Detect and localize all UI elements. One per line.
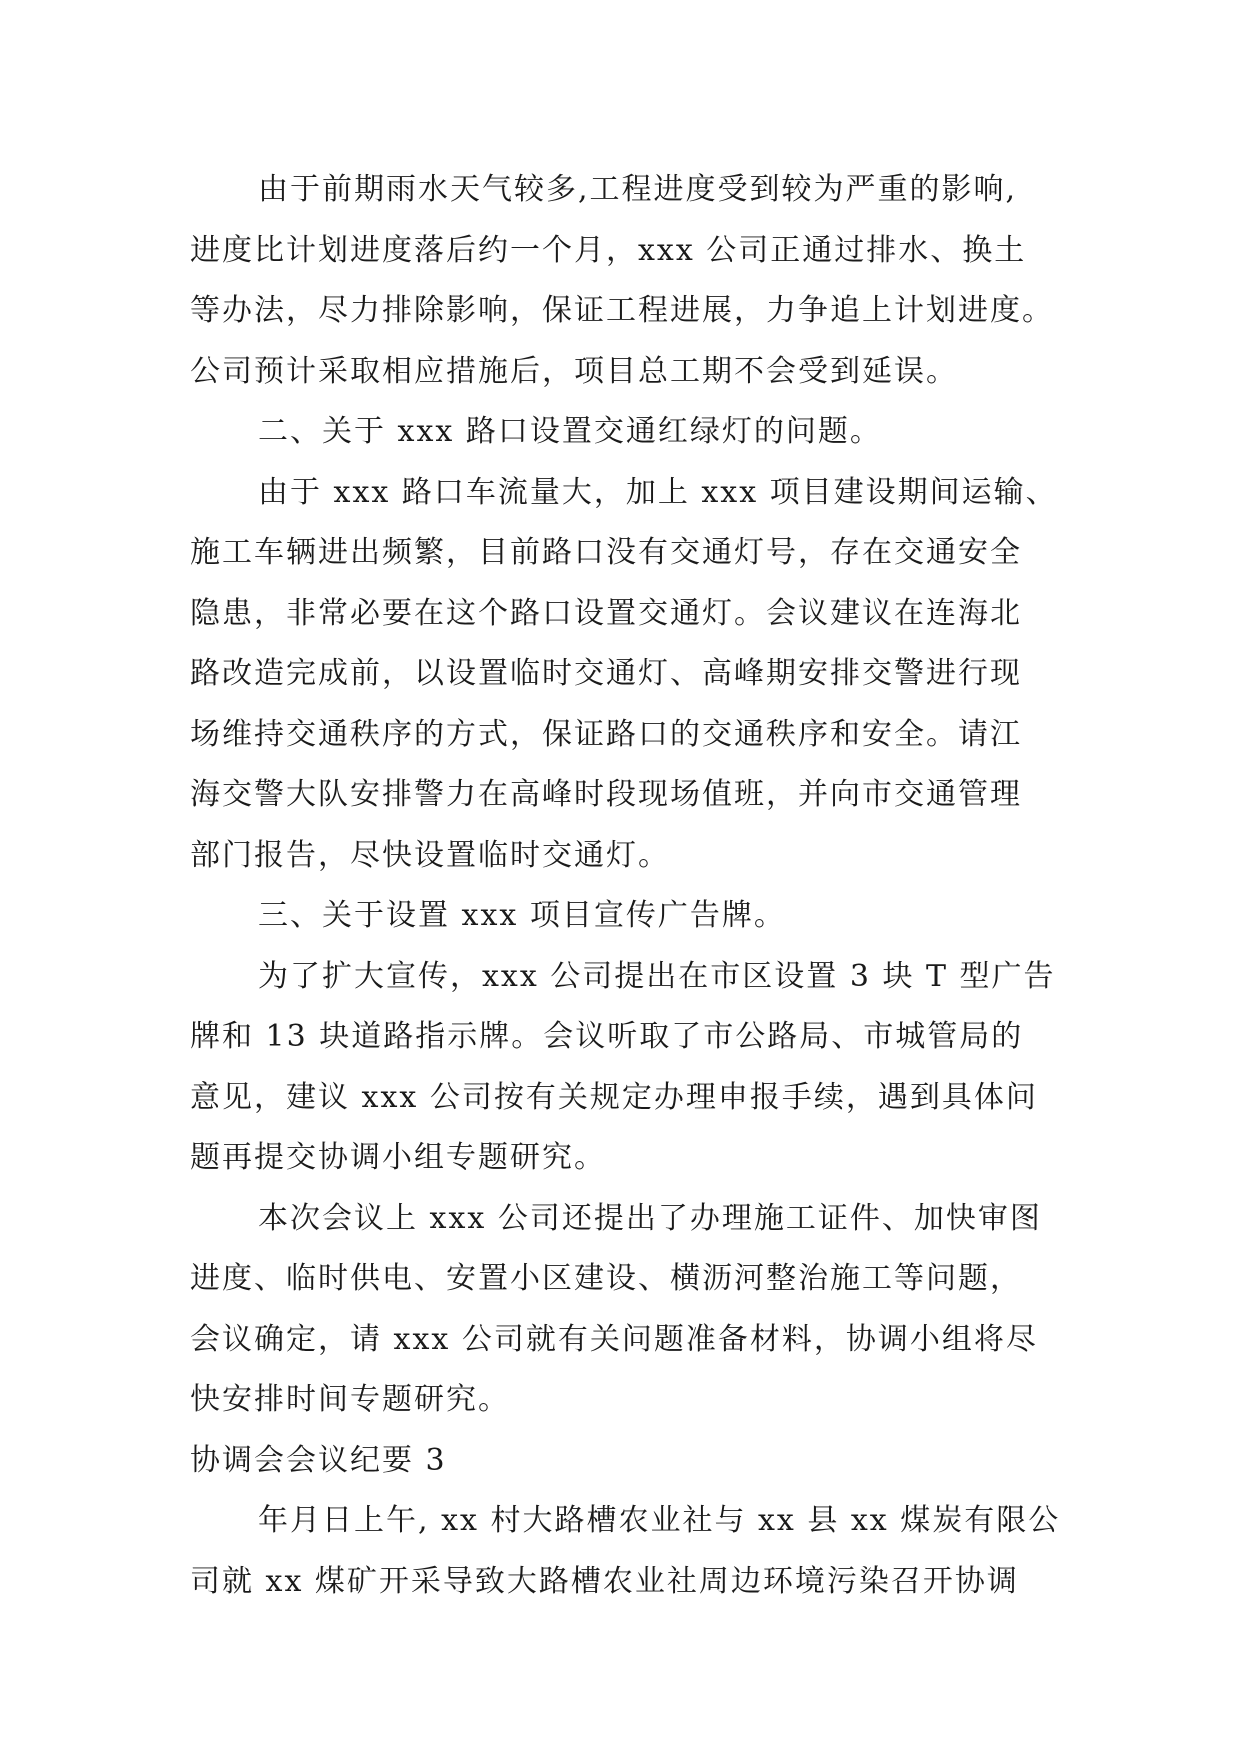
- paragraph-2-line-2: 施工车辆进出频繁，目前路口没有交通灯号，存在交通安全: [190, 535, 1022, 570]
- paragraph-3-line-2: 牌和 13 块道路指示牌。会议听取了市公路局、市城管局的: [190, 1019, 1024, 1054]
- paragraph-2-line-4: 路改造完成前，以设置临时交通灯、高峰期安排交警进行现: [190, 656, 1022, 691]
- paragraph-4-line-1: 本次会议上 xxx 公司还提出了办理施工证件、加快审图: [258, 1200, 1042, 1236]
- paragraph-1-line-1: 由于前期雨水天气较多,工程进度受到较为严重的影响,: [258, 172, 1018, 207]
- paragraph-5-line-2: 司就 xx 煤矿开采导致大路槽农业社周边环境污染召开协调: [190, 1563, 1019, 1599]
- paragraph-3-line-4: 题再提交协调小组专题研究。: [190, 1140, 606, 1175]
- paragraph-1-line-4: 公司预计采取相应措施后，项目总工期不会受到延误。: [190, 353, 958, 389]
- paragraph-4-line-2: 进度、临时供电、安置小区建设、横沥河整治施工等问题，: [190, 1261, 1022, 1296]
- paragraph-1-line-2: 进度比计划进度落后约一个月，xxx 公司正通过排水、换土: [190, 232, 1027, 268]
- paragraph-2-line-3: 隐患，非常必要在这个路口设置交通灯。会议建议在连海北: [190, 595, 1022, 631]
- document-title-3: 协调会会议纪要 3: [190, 1442, 447, 1478]
- paragraph-2-line-1: 由于 xxx 路口车流量大，加上 xxx 项目建设期间运输、: [258, 474, 1058, 510]
- paragraph-3-line-3: 意见，建议 xxx 公司按有关规定办理申报手续，遇到具体问: [190, 1079, 1038, 1115]
- paragraph-2-line-7: 部门报告，尽快设置临时交通灯。: [190, 837, 670, 873]
- paragraph-2-line-6: 海交警大队安排警力在高峰时段现场值班，并向市交通管理: [190, 777, 1022, 812]
- paragraph-4-line-3: 会议确定，请 xxx 公司就有关问题准备材料，协调小组将尽: [190, 1321, 1038, 1357]
- paragraph-5-line-1: 年月日上午, xx 村大路槽农业社与 xx 县 xx 煤炭有限公: [258, 1503, 1061, 1538]
- document-body: [190, 160, 1060, 1612]
- section-heading-3: 三、关于设置 xxx 项目宣传广告牌。: [258, 898, 786, 933]
- paragraph-1-line-3: 等办法，尽力排除影响，保证工程进展，力争追上计划进度。: [190, 293, 1054, 328]
- section-heading-2: 二、关于 xxx 路口设置交通红绿灯的问题。: [258, 414, 882, 449]
- paragraph-3-line-1: 为了扩大宣传，xxx 公司提出在市区设置 3 块 T 型广告: [258, 958, 1056, 994]
- paragraph-2-line-5: 场维持交通秩序的方式，保证路口的交通秩序和安全。请江: [190, 716, 1022, 752]
- paragraph-4-line-4: 快安排时间专题研究。: [190, 1382, 510, 1417]
